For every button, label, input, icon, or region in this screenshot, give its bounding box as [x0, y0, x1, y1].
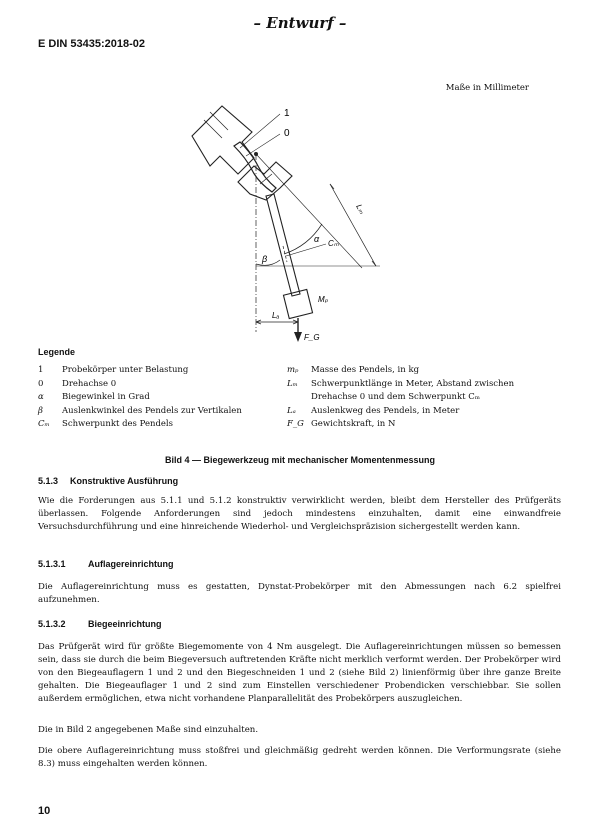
legend-item [38, 405, 258, 419]
label-0: 0 [284, 128, 290, 139]
section-heading-5131 [38, 559, 174, 569]
legend-text: Probekörper unter Belastung [62, 365, 189, 375]
legend-symbol: F_G [287, 419, 304, 430]
legend-item [287, 391, 537, 405]
paragraph-5132-a: Das Prüfgerät wird für größte Biegemomente von 4 Nm ausgelegt. Die Auflagereinrichtungen müssen so bemessen sein, dass sie durch die beim Biegeversuch auftretenden Kräfte nicht merklich verformt werden. Der Probekörper wird von den Biegeauflagern 1 und 2 und den Biegeschneiden 1 und 2 (siehe Bild 2) linienförmig über ihre ganze Breite gehalten. Die Biegeauflager 1 und 2 sind zum Einstellen verschiedener Probendicken verschiebbar. Sie sollen außerdem ermöglichen, etwa nicht vorhandene Planparallelität des Probekörpers auszugleichen. [38, 642, 561, 704]
legend-symbol: 0 [38, 378, 44, 389]
legend-symbol: 1 [38, 365, 44, 375]
lower-clamp [238, 162, 292, 200]
section-number: 5.1.3.2 [38, 619, 66, 629]
legend-text: Masse des Pendels, in kg [311, 365, 420, 375]
label-mp: Mₚ [318, 295, 329, 304]
document-id: E DIN 53435:2018-02 [38, 38, 146, 50]
section-title: Auflagereinrichtung [88, 559, 174, 569]
section-number: 5.1.3 [38, 476, 59, 486]
legend-symbol: α [38, 392, 44, 403]
legend-text: Auslenkweg des Pendels, in Meter [311, 405, 460, 416]
legend-symbol: β [38, 405, 43, 416]
legend-heading: Legende [38, 347, 76, 357]
section-heading-5132 [38, 619, 162, 629]
units-note: Maße in Millimeter [445, 83, 529, 93]
label-lm: Lₘ [354, 202, 367, 216]
legend-text: Drehachse 0 [62, 378, 117, 389]
paragraph-5132-b: Die in Bild 2 angegebenen Maße sind einzuhalten. [38, 725, 259, 735]
legend-symbol [287, 391, 311, 405]
legend-item [38, 418, 258, 432]
legend-text: Biegewinkel in Grad [62, 392, 150, 403]
label-la: Lₐ [272, 311, 280, 320]
page-number: 10 [38, 805, 51, 817]
lm-dimension [256, 154, 362, 268]
label-fg: F_G [304, 333, 320, 342]
figure-caption: Bild 4 — Biegewerkzeug mit mechanischer Momentenmessung [164, 455, 436, 465]
legend-item [287, 378, 537, 392]
draft-label: – Entwurf – [253, 14, 347, 32]
legend-text: Auslenkwinkel des Pendels zur Vertikalen [62, 405, 242, 416]
label-alpha: α [314, 234, 320, 244]
section-number: 5.1.3.1 [38, 559, 66, 569]
legend-symbol: Lₐ [287, 405, 296, 416]
upper-clamp [192, 106, 254, 174]
legend-item [287, 405, 537, 419]
legend-text: Schwerpunkt des Pendels [62, 419, 174, 430]
pivot-point [254, 152, 258, 156]
beta-arc [256, 260, 280, 265]
paragraph-513: Wie die Forderungen aus 5.1.1 und 5.1.2 konstruktiv verwirklicht werden, bleibt dem Hersteller des Prüfgeräts überlassen. Folgende Anforderungen sind jedoch mindestens einzuhalten, damit eine einwandfreie Versuchsdurchführung und eine hinreichende Wiederhol- und Vergleichspräzision sichergestellt werden kann. [38, 496, 561, 532]
bending-tool-figure [180, 96, 410, 344]
legend-text: Gewichtskraft, in N [311, 419, 396, 430]
legend-item [38, 378, 258, 392]
label-1: 1 [284, 108, 290, 119]
pendulum-arm [266, 194, 300, 296]
paragraph-5131: Die Auflagereinrichtung muss es gestatten, Dynstat-Probekörper mit den Abmessungen nach 6.2 spielfrei aufzunehmen. [38, 582, 561, 605]
legend-text: Drehachse 0 und dem Schwerpunkt Cₘ [311, 392, 481, 403]
legend-symbol: mₚ [287, 365, 299, 375]
legend-item [287, 364, 537, 378]
label-cm: Cₘ [328, 239, 339, 248]
section-title: Konstruktive Ausführung [70, 476, 179, 486]
force-arrow [294, 332, 302, 342]
pendulum-mass [283, 289, 312, 318]
section-heading-513 [38, 476, 178, 486]
legend-item [287, 418, 537, 432]
section-title: Biegeeinrichtung [88, 619, 162, 629]
paragraph-5132-c: Die obere Auflagereinrichtung muss stoßfrei und gleichmäßig gedreht werden können. Die Verformungsrate (siehe 8.3) muss eingehalten werden können. [38, 746, 561, 769]
legend-text: Schwerpunktlänge in Meter, Abstand zwischen [311, 378, 515, 389]
legend-left [38, 364, 258, 432]
legend-symbol: Cₘ [38, 419, 50, 430]
label-beta: β [262, 254, 268, 264]
legend-item [38, 364, 258, 378]
legend-symbol: Lₘ [287, 378, 298, 389]
legend-right [287, 364, 537, 432]
legend-item [38, 391, 258, 405]
